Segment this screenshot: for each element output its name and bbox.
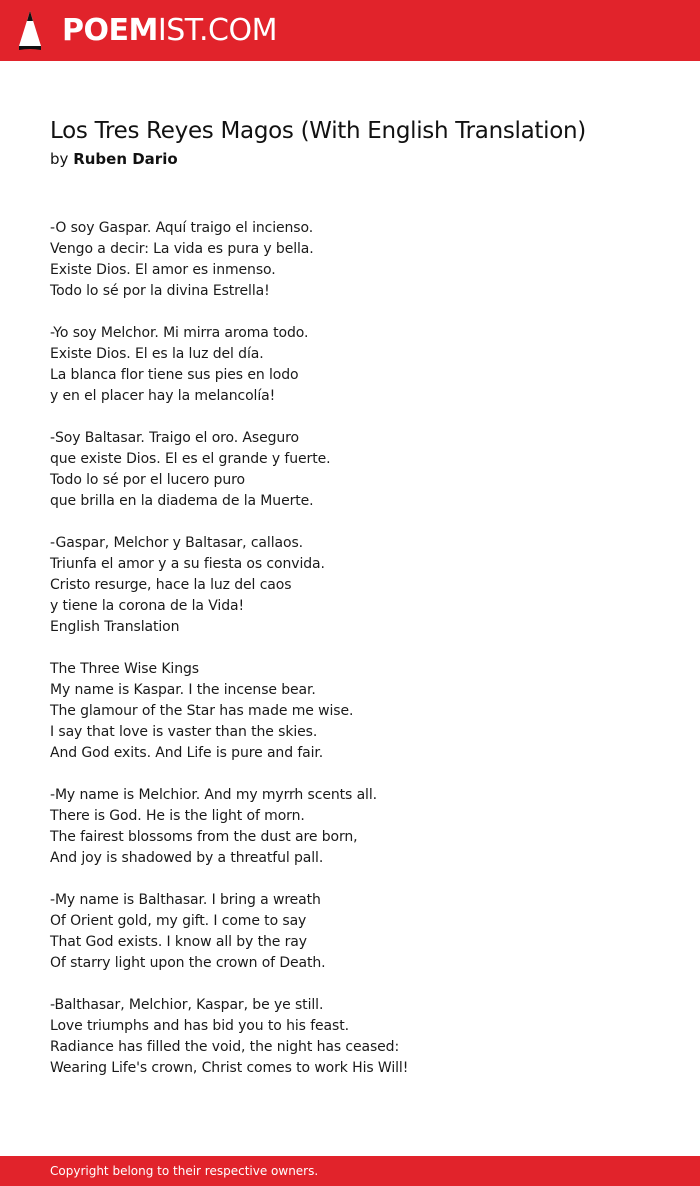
poem-line: -Yo soy Melchor. Mi mirra aroma todo. [50, 325, 309, 341]
poem-body [50, 218, 650, 1079]
site-logo[interactable] [62, 13, 277, 49]
poem-line: Triunfa el amor y a su fiesta os convida. [50, 556, 325, 572]
stanza [50, 785, 650, 869]
poem-line: que brilla en la diadema de la Muerte. [50, 493, 314, 509]
poem-line: Existe Dios. El amor es inmenso. [50, 262, 276, 278]
poem-line: English Translation [50, 619, 180, 635]
poem-line: Radiance has filled the void, the night has ceased: [50, 1039, 400, 1055]
poem-line: Todo lo sé por el lucero puro [50, 472, 245, 488]
poem-line: Of starry light upon the crown of Death. [50, 955, 326, 971]
copyright-text: Copyright belong to their respective owners. [50, 1164, 319, 1178]
logo-bold-text: POEM [62, 13, 158, 48]
stanza-gap [50, 638, 650, 659]
stanza-gap [50, 512, 650, 533]
poem-line: que existe Dios. El es el grande y fuerte. [50, 451, 331, 467]
poem-line: Love triumphs and has bid you to his feast. [50, 1018, 349, 1034]
poem-line: y en el placer hay la melancolía! [50, 388, 276, 404]
poem-line: The glamour of the Star has made me wise. [50, 703, 354, 719]
poem-line: La blanca flor tiene sus pies en lodo [50, 367, 299, 383]
site-footer [0, 1156, 700, 1186]
stanza [50, 659, 650, 764]
stanza [50, 890, 650, 974]
poem-line: And joy is shadowed by a threatful pall. [50, 850, 324, 866]
poem-title: Los Tres Reyes Magos (With English Translation) [50, 118, 586, 144]
poem-line: -My name is Balthasar. I bring a wreath [50, 892, 321, 908]
stanza [50, 995, 650, 1079]
stanza-gap [50, 974, 650, 995]
stanza [50, 323, 650, 407]
poem-line: Of Orient gold, my gift. I come to say [50, 913, 307, 929]
poem-line: Wearing Life's crown, Christ comes to work His Will! [50, 1060, 409, 1076]
poem-line: Existe Dios. El es la luz del día. [50, 346, 264, 362]
poem-line: The Three Wise Kings [50, 661, 199, 677]
poem-line: The fairest blossoms from the dust are born, [50, 829, 358, 845]
author-name: Ruben Dario [73, 150, 178, 168]
poem-line: -Gaspar, Melchor y Baltasar, callaos. [50, 535, 303, 551]
poem-line: -My name is Melchior. And my myrrh scents all. [50, 787, 377, 803]
poem-line: -Balthasar, Melchior, Kaspar, be ye still. [50, 997, 324, 1013]
poem-line: Vengo a decir: La vida es pura y bella. [50, 241, 314, 257]
poem-line: y tiene la corona de la Vida! [50, 598, 244, 614]
stanza [50, 533, 650, 638]
poem-line: Cristo resurge, hace la luz del caos [50, 577, 292, 593]
by-label: by [50, 150, 69, 168]
poem-line: Todo lo sé por la divina Estrella! [50, 283, 270, 299]
poem-line: That God exists. I know all by the ray [50, 934, 307, 950]
stanza-gap [50, 302, 650, 323]
poem-line: My name is Kaspar. I the incense bear. [50, 682, 316, 698]
stanza-gap [50, 869, 650, 890]
logo-light-text: IST.COM [157, 13, 277, 48]
poem-line: -Soy Baltasar. Traigo el oro. Aseguro [50, 430, 299, 446]
stanza [50, 428, 650, 512]
stanza [50, 218, 650, 302]
poem-line: I say that love is vaster than the skies. [50, 724, 318, 740]
poem-line: -O soy Gaspar. Aquí traigo el incienso. [50, 220, 314, 236]
poem-line: And God exits. And Life is pure and fair. [50, 745, 324, 761]
byline [50, 148, 178, 170]
pencil-tip-icon[interactable] [17, 10, 43, 52]
site-header [0, 0, 700, 61]
stanza-gap [50, 764, 650, 785]
poem-line: There is God. He is the light of morn. [50, 808, 305, 824]
stanza-gap [50, 407, 650, 428]
